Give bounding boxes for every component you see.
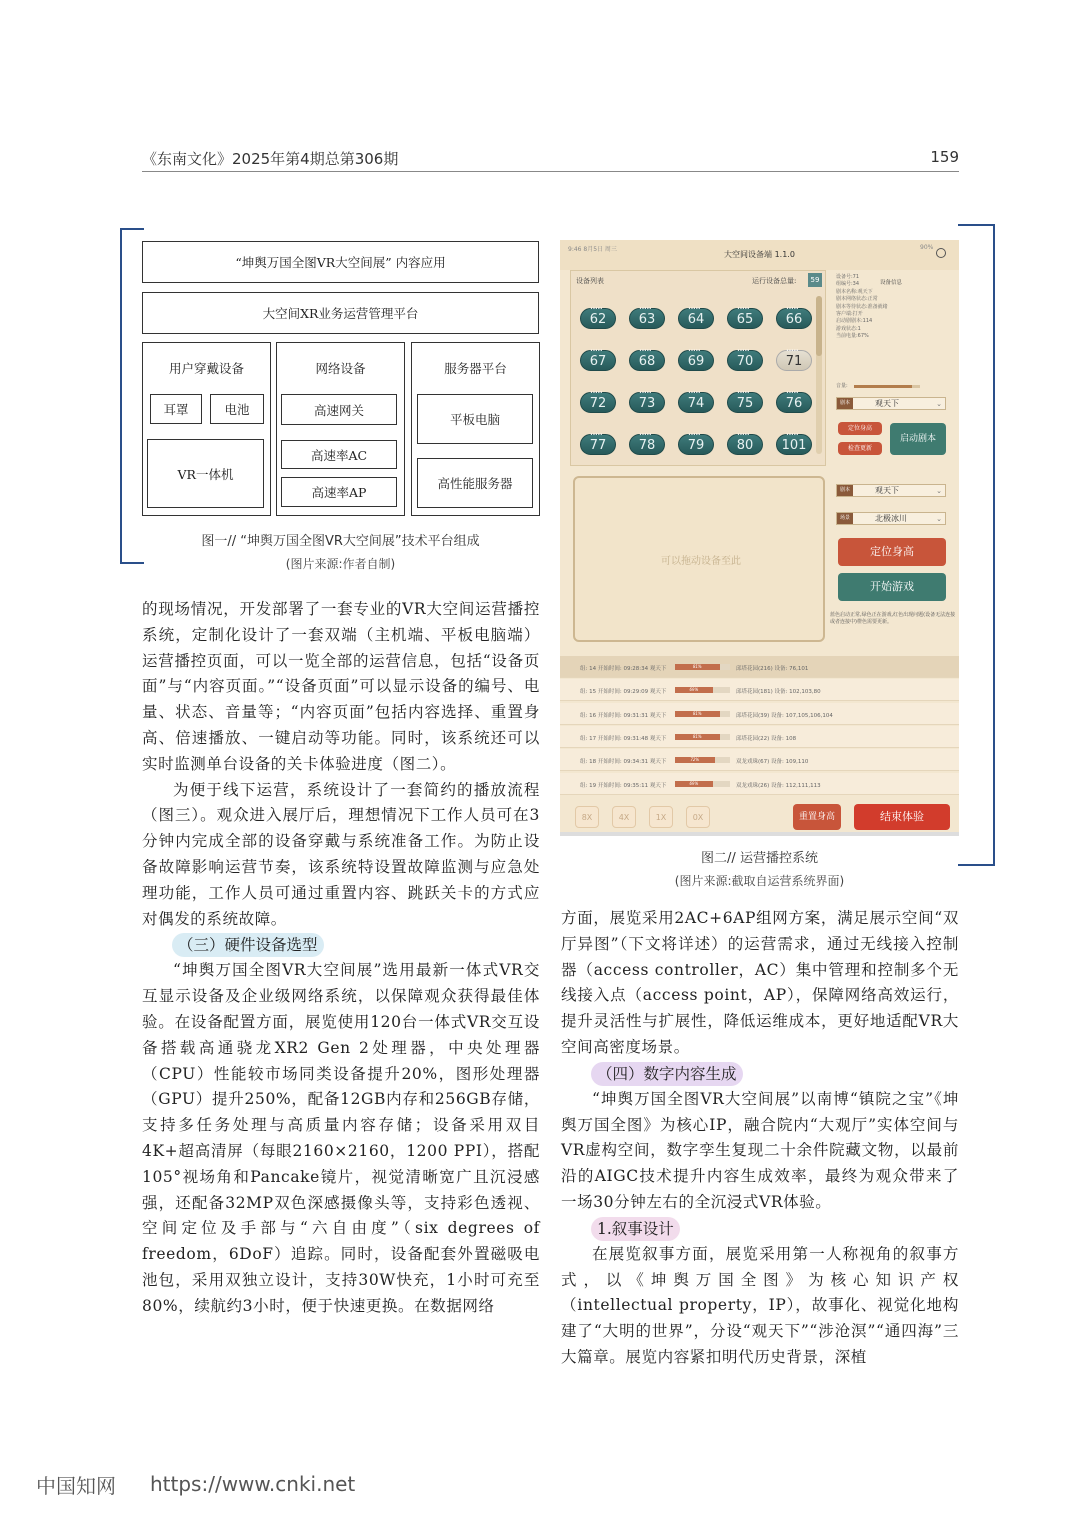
device-77[interactable] xyxy=(580,434,616,455)
device-number: 76 xyxy=(785,396,803,411)
device-list-label: 设备列表 xyxy=(576,277,604,285)
device-number: 62 xyxy=(589,312,607,327)
script-value-2: 观天下 xyxy=(875,486,899,495)
right-paragraph-3: 在展览叙事方面，展览采用第一人称视角的叙事方式，以《坤舆万国全图》为核心知识产权（intellectual property，IP），故事化、视觉化地构建了“大明的世界”，分设“观天下”“涉沧溟”“通四海”三大篇章。展览内容紧扣明代历史背景，深植 xyxy=(561,1244,959,1366)
session-group: 组: 15 开始时间: 09:29:09 观天下 xyxy=(580,689,667,696)
battery-dots-icon: ••••• xyxy=(590,348,603,354)
progress-fill: 72% xyxy=(675,757,715,763)
device-75[interactable] xyxy=(727,392,763,413)
battery-dots-icon: ••••• xyxy=(737,390,750,396)
session-group: 组: 16 开始时间: 09:31:31 观天下 xyxy=(580,712,667,719)
device-number: 65 xyxy=(736,312,754,327)
device-number: 68 xyxy=(638,354,656,369)
user-devices-group: 用户穿戴设备 xyxy=(142,342,271,516)
speed-4x-button[interactable]: 4X xyxy=(612,806,636,828)
server-group: 服务器平台 xyxy=(411,342,540,516)
chevron-down-icon: ⌄ xyxy=(936,515,942,523)
device-70[interactable] xyxy=(727,350,763,371)
cnki-url[interactable]: https://www.cnki.net xyxy=(150,1472,356,1496)
status-bar-time: 9:46 8月5日 周三 xyxy=(568,246,617,253)
device-78[interactable] xyxy=(629,434,665,455)
right-paragraph-2: “坤舆万国全图VR大空间展”以南博“镇院之宝”《坤舆万国全图》为核心IP，融合院内“大观厅”实体空间与VR虚构空间，数字孪生复现二十余件院藏文物，以最前沿的AIGC技术提升内容生成效率，最终为观众带来了一场30分钟左右的全沉浸式VR体验。 xyxy=(561,1089,959,1211)
session-detail: 邱塔花园(39) 设备: 107,105,106,104 xyxy=(736,712,833,719)
script-select-2[interactable] xyxy=(836,484,946,497)
section-heading-3: （三）硬件设备选型 xyxy=(172,933,324,957)
device-76[interactable] xyxy=(776,392,812,413)
left-paragraph-2: 为便于线下运营，系统设计了一套简约的播放流程（图三）。观众进入展厅后，理想情况下工作人员可在3分钟内完成全部的设备穿戴与系统准备工作。为防止设备故障影响运营节奏，该系统特设置故障监测与应急处理功能，工作人员可通过重置内容、跳跃关卡的方式应对偶发的系统故障。 xyxy=(142,780,540,928)
script-key: 剧本 xyxy=(837,398,853,409)
device-68[interactable] xyxy=(629,350,665,371)
session-row[interactable] xyxy=(560,773,959,795)
session-detail: 邱塔花园(216) 设备: 76,101 xyxy=(736,666,809,672)
device-number: 78 xyxy=(638,438,656,453)
progress-fill: 69% xyxy=(675,687,713,693)
device-info-line: 客户端:打开 xyxy=(836,311,863,318)
progress-bar xyxy=(675,711,730,717)
left-column xyxy=(142,597,540,1320)
battery-dots-icon: ••••• xyxy=(590,306,603,312)
battery-dots-icon: ••••• xyxy=(737,306,750,312)
cnki-brand: 中国知网 xyxy=(36,1474,116,1498)
device-62[interactable] xyxy=(580,308,616,329)
device-67[interactable] xyxy=(580,350,616,371)
device-number: 75 xyxy=(736,396,754,411)
session-detail: 双龙戏珠(26) 设备: 112,111,113 xyxy=(736,782,821,789)
script-select[interactable] xyxy=(836,397,946,410)
device-79[interactable] xyxy=(678,434,714,455)
script-value: 观天下 xyxy=(875,399,899,408)
device-info-line: 当前电量:67% xyxy=(836,333,869,340)
battery-dots-icon: ••••• xyxy=(688,390,701,396)
battery-dots-icon: ••••• xyxy=(737,432,750,438)
speed-8x-button[interactable]: 8X xyxy=(575,806,599,828)
device-number: 101 xyxy=(781,438,807,453)
progress-bar xyxy=(675,781,730,787)
device-number: 73 xyxy=(638,396,656,411)
battery-dots-icon: ••••• xyxy=(786,306,799,312)
device-74[interactable] xyxy=(678,392,714,413)
device-number: 74 xyxy=(687,396,705,411)
running-header xyxy=(142,148,959,172)
volume-slider[interactable] xyxy=(854,385,920,388)
reset-height-button[interactable]: 重置身高 xyxy=(793,804,841,830)
device-number: 80 xyxy=(736,438,754,453)
figure1-source: (图片来源:作者自制) xyxy=(285,557,396,571)
journal-title: 《东南文化》2025年第4期总第306期 xyxy=(142,150,399,168)
battery-dots-icon: ••••• xyxy=(590,432,603,438)
device-number: 71 xyxy=(785,354,803,369)
battery-dots-icon: ••••• xyxy=(639,432,652,438)
platform-box: 大空间XR业务运营管理平台 xyxy=(142,292,539,334)
device-64[interactable] xyxy=(678,308,714,329)
device-number: 67 xyxy=(589,354,607,369)
progress-fill: 81% xyxy=(675,664,720,670)
session-group: 组: 17 开始时间: 09:31:48 观天下 xyxy=(580,735,667,742)
figure2-bracket xyxy=(958,224,995,866)
figure2-caption: 图二// 运营播控系统 xyxy=(701,851,818,866)
speed-0x-button[interactable]: 0X xyxy=(686,806,710,828)
battery-dots-icon: ••••• xyxy=(786,432,799,438)
battery-dots-icon: ••••• xyxy=(639,390,652,396)
page-number: 159 xyxy=(930,148,959,166)
battery-dots-icon: ••••• xyxy=(639,348,652,354)
figure2-source: (图片来源:截取自运营系统界面) xyxy=(674,874,845,888)
progress-bar xyxy=(675,757,730,763)
battery-dots-icon: ••••• xyxy=(688,348,701,354)
device-number: 72 xyxy=(589,396,607,411)
device-number: 77 xyxy=(589,438,607,453)
session-row[interactable] xyxy=(560,703,959,725)
volume-label: 音量: xyxy=(836,383,848,389)
chevron-down-icon: ⌄ xyxy=(936,487,942,495)
session-group: 组: 14 开始时间: 09:28:34 观天下 xyxy=(580,666,667,672)
speed-1x-button[interactable]: 1X xyxy=(649,806,673,828)
device-info-line: 游戏状态:1 xyxy=(836,325,861,332)
vr-headset-box: VR一体机 xyxy=(147,439,264,508)
left-paragraph-3: “坤舆万国全图VR大空间展”选用最新一体式VR交互显示设备及企业级网络系统，以保障观众获得最佳体验。在设备配置方面，展览使用120台一体式VR交互设备搭载高通骁龙XR2 Gen 2处理器，中央处理器（CPU）性能较市场同类设备提升20%，图形处理器（GPU）提升250%，配备12GB内存和256GB存储，支持多任务处理与高质量内容存储；设备采用双目4K+超高清屏（每眼2160×2160，1200 PPI），搭配105°视场角和Pancake镜片，视觉清晰宽广且沉浸感强，还配备32MP双色深感摄像头等，支持彩色透视、空间定位及手部与“六自由度”（six degrees of freedom，6DoF）追踪。同时，设备配套外置磁吸电池包，采用双独立设计，支持30W快充，1小时可充至80%，续航约3小时，便于快速更换。在数据网络 xyxy=(142,961,540,1315)
progress-bar xyxy=(675,664,730,670)
battery-box: 电池 xyxy=(210,394,264,424)
device-list-scrollbar[interactable] xyxy=(816,296,822,454)
device-101[interactable] xyxy=(776,434,812,455)
status-legend: 蓝色启动正常,绿色正在游戏,红色出现问题(设备无法连接或者连接中)橙色需要更新。 xyxy=(830,612,956,625)
section-heading-5: 1.叙事设计 xyxy=(591,1217,680,1241)
right-column xyxy=(561,906,959,1371)
start-game-button[interactable]: 开始游戏 xyxy=(838,573,946,601)
scene-key: 场景 xyxy=(837,513,853,524)
device-info-line: 启动剧剧本:114 xyxy=(836,318,873,325)
session-row[interactable] xyxy=(560,726,959,748)
app-title: 大空间设备端 1.1.0 xyxy=(724,250,795,259)
ap-box: 高速率AP xyxy=(281,477,397,507)
progress-fill: 81% xyxy=(675,711,720,717)
scene-value: 北极冰川 xyxy=(875,514,907,523)
device-number: 63 xyxy=(638,312,656,327)
battery-dots-icon: ••••• xyxy=(639,306,652,312)
drop-zone[interactable] xyxy=(573,476,825,642)
start-script-button[interactable]: 启动剧本 xyxy=(890,423,946,455)
end-experience-button[interactable]: 结束体验 xyxy=(854,804,950,830)
control-system-screenshot xyxy=(560,240,959,836)
device-info xyxy=(836,274,956,341)
device-number: 64 xyxy=(687,312,705,327)
progress-bar xyxy=(675,734,730,740)
session-group: 组: 19 开始时间: 09:35:11 观天下 xyxy=(580,782,667,789)
device-number: 70 xyxy=(736,354,754,369)
ac-box: 高速率AC xyxy=(281,440,397,469)
device-total: 59 xyxy=(808,273,822,287)
device-info-line: 组编号:34 xyxy=(836,281,860,288)
bottom-edge xyxy=(560,832,959,836)
session-detail: 双龙戏珠(67) 设备: 109,110 xyxy=(736,759,809,766)
device-total-label: 运行设备总量: xyxy=(752,277,797,285)
battery-dots-icon: ••••• xyxy=(688,306,701,312)
progress-fill: 81% xyxy=(675,734,720,740)
session-detail: 邱塔花园(181) 设备: 102,103,80 xyxy=(736,689,821,696)
figure1-bracket xyxy=(120,228,144,564)
battery-dots-icon: ••••• xyxy=(590,390,603,396)
drop-hint: 可以拖动设备至此 xyxy=(661,556,741,567)
figure1-caption: 图一// “坤舆万国全图VR大空间展”技术平台组成 xyxy=(201,534,480,549)
battery-dots-icon: ••••• xyxy=(786,390,799,396)
device-66[interactable] xyxy=(776,308,812,329)
battery-status: 90% xyxy=(920,244,934,251)
device-72[interactable] xyxy=(580,392,616,413)
chevron-down-icon: ⌄ xyxy=(936,400,942,408)
battery-dots-icon: ••••• xyxy=(688,432,701,438)
session-group: 组: 18 开始时间: 09:34:31 观天下 xyxy=(580,759,667,766)
device-info-label: 设备信息 xyxy=(880,280,903,286)
device-info-line: 剧本名称:观天下 xyxy=(836,288,873,295)
device-info-line: 设备号:71 xyxy=(836,274,860,280)
device-number: 69 xyxy=(687,354,705,369)
tablet-box: 平板电脑 xyxy=(417,394,533,444)
battery-dots-icon: ••••• xyxy=(786,348,799,354)
content-app-box: “坤舆万国全图VR大空间展” 内容应用 xyxy=(142,241,539,283)
script-key-2: 剧本 xyxy=(837,485,853,496)
battery-dots-icon: ••••• xyxy=(737,348,750,354)
device-info-line: 剧本等待状态:准备就绪 xyxy=(836,303,888,310)
locate-height-button[interactable]: 定位身高 xyxy=(838,538,946,566)
device-number: 79 xyxy=(687,438,705,453)
gateway-box: 高速网关 xyxy=(281,394,397,425)
server-box: 高性能服务器 xyxy=(417,458,533,508)
locate-height-small-button[interactable]: 定位身高 xyxy=(838,422,882,435)
scene-select[interactable] xyxy=(836,512,946,525)
device-71[interactable] xyxy=(776,350,812,371)
check-update-button[interactable]: 检查更新 xyxy=(838,442,882,455)
device-80[interactable] xyxy=(727,434,763,455)
session-row[interactable] xyxy=(560,749,959,771)
earmuff-box: 耳罩 xyxy=(150,394,202,424)
gear-icon[interactable] xyxy=(936,248,946,258)
device-65[interactable] xyxy=(727,308,763,329)
progress-fill: 69% xyxy=(675,781,713,787)
right-paragraph-1: 方面，展览采用2AC+6AP组网方案，满足展示空间“双厅异图”（下文将详述）的运营需求，通过无线接入控制器（access controller，AC）集中管理和控制多个无线接入点（access point，AP），保障网络高效运行，提升灵活性与扩展性，降低运维成本，更好地适配VR大空间高密度场景。 xyxy=(561,909,959,1056)
progress-bar xyxy=(675,687,730,693)
device-73[interactable] xyxy=(629,392,665,413)
device-63[interactable] xyxy=(629,308,665,329)
session-detail: 邱塔花园(22) 设备: 108 xyxy=(736,735,797,742)
device-info-line: 剧本网络状态:正常 xyxy=(836,296,878,303)
network-group: 网络设备 xyxy=(276,342,405,516)
session-row[interactable] xyxy=(560,679,959,701)
section-heading-4: （四）数字内容生成 xyxy=(591,1062,743,1086)
session-row[interactable] xyxy=(560,656,959,678)
left-paragraph-1: 的现场情况，开发部署了一套专业的VR大空间运营播控系统，定制化设计了一套双端（主机端、平板电脑端）运营播控页面，可以一览全部的运营信息，包括“设备页面”与“内容页面。”“设备页面”可以显示设备的编号、电量、状态、音量等；“内容页面”包括内容选择、重置身高、倍速播放、一键启动等功能。同时，该系统还可以实时监测单台设备的关卡体验进度（图二）。 xyxy=(142,600,540,773)
device-69[interactable] xyxy=(678,350,714,371)
device-number: 66 xyxy=(785,312,803,327)
